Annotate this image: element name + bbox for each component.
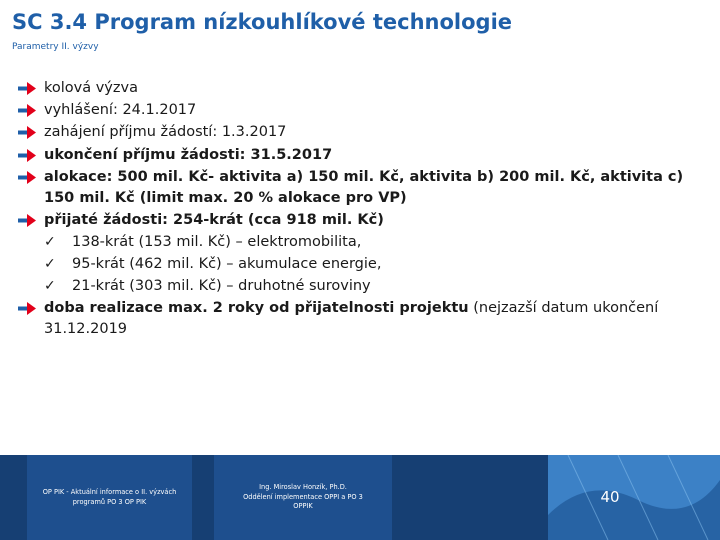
footer-author-program: OPPIK [293,502,313,511]
bullet-text: alokace: 500 mil. Kč- aktivita a) 150 mil. Kč, aktivita b) 200 mil. Kč, aktivita c) 150 mil. Kč (limit max. 20 % alokace pro VP) [44,168,684,206]
arrow-right-icon [18,302,36,315]
bullet-item [18,210,708,231]
footer [0,455,720,540]
checkmark-icon: ✓ [44,256,56,273]
arrow-right-icon [18,126,36,139]
arrow-right-icon [18,149,36,162]
sub-item [18,232,708,253]
bullet-text: kolová výzva [44,80,138,96]
page-number: 40 [600,487,620,506]
bullet-item [18,100,708,121]
bullet-text: ukončení příjmu žádosti: 31.5.2017 [44,146,333,163]
footer-doc-info [27,455,192,540]
bullet-item [18,167,708,209]
sub-item-text: 21-krát (303 mil. Kč) – druhotné suroviny [72,278,371,295]
bullet-text: zahájení příjmu žádostí: 1.3.2017 [44,124,287,141]
sub-item-text: 95-krát (462 mil. Kč) – akumulace energie, [72,256,382,273]
page-title: SC 3.4 Program nízkouhlíkové technologie [12,10,513,34]
bullet-text: přijaté žádosti: 254-krát (cca 918 mil. Kč) [44,211,384,228]
bullet-item [18,145,708,166]
bullet-text: doba realizace max. 2 roky od přijatelnosti projektu [44,300,469,317]
page-subtitle: Parametry II. výzvy [12,42,99,52]
checkmark-icon: ✓ [44,233,56,250]
bullet-item [18,298,708,340]
sub-item-text: 138-krát (153 mil. Kč) – elektromobilita, [72,233,362,250]
bullet-item [18,122,708,143]
footer-doc-line1: OP PIK - Aktuální informace o II. výzvách [42,487,177,496]
arrow-right-icon [18,214,36,227]
arrow-right-icon [18,104,36,117]
footer-author-info [214,455,392,540]
arrow-right-icon [18,82,36,95]
arrow-right-icon [18,171,36,184]
sub-item [18,276,708,297]
bullet-item [18,78,708,99]
bullet-text: vyhlášení: 24.1.2017 [44,102,197,119]
footer-author-name: Ing. Miroslav Honzík, Ph.D. [259,483,347,492]
footer-doc-line2: programů PO 3 OP PIK [72,497,147,506]
bullet-list [18,78,708,341]
footer-author-dept: Oddělení implementace OPPI a PO 3 [243,492,363,501]
checkmark-icon: ✓ [44,278,56,295]
sub-item [18,254,708,275]
bullet-text-suffix: (nejzazší datum ukončení 31.12.2019 [44,300,659,338]
